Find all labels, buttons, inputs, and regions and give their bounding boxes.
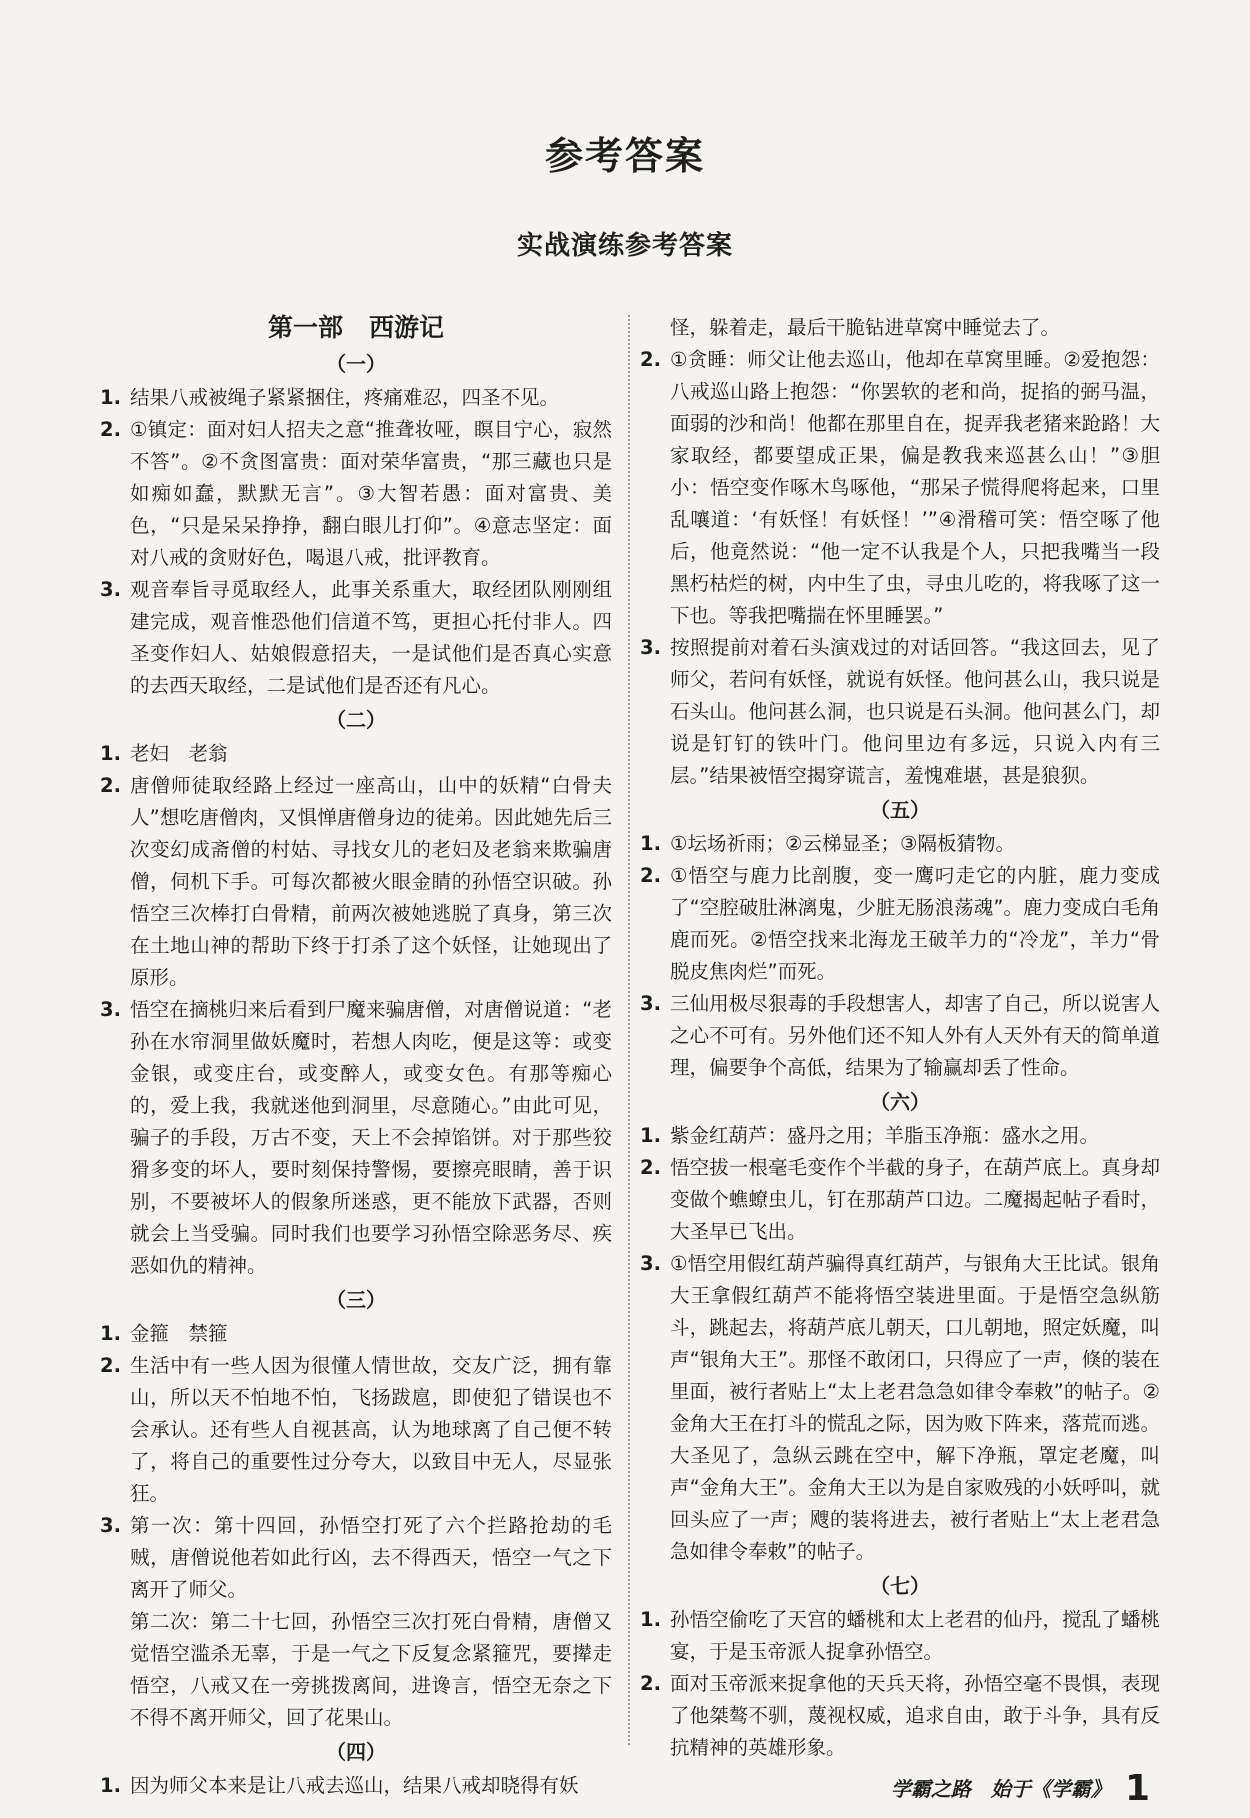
answer-number: 1. bbox=[640, 1124, 661, 1147]
answer-number: 3. bbox=[100, 1514, 121, 1537]
answer-item bbox=[100, 1318, 612, 1350]
section-heading: （四） bbox=[326, 1740, 386, 1764]
column-divider bbox=[628, 315, 630, 1745]
answer-text: ①悟空与鹿力比剖腹，变一鹰叼走它的内脏，鹿力变成了“空腔破肚淋漓鬼，少脏无肠浪荡魂”。鹿力变成白毛角鹿而死。②悟空找来北海龙王破羊力的“冷龙”，羊力“骨脱皮焦肉烂”而死。 bbox=[670, 864, 1160, 983]
left-column-body bbox=[100, 348, 612, 1802]
answer-text: 生活中有一些人因为很懂人情世故，交友广泛，拥有靠山，所以天不怕地不怕，飞扬跋扈，即使犯了错误也不会承认。还有些人自视甚高，认为地球离了自己便不转了，将自己的重要性过分夸大，以致目中无人，尽显张狂。 bbox=[130, 1354, 612, 1505]
page-title: 参考答案 bbox=[544, 134, 705, 178]
answer-item bbox=[100, 1350, 612, 1510]
section-heading: （三） bbox=[326, 1288, 386, 1312]
right-column-body bbox=[640, 312, 1160, 1764]
answer-item bbox=[640, 828, 1160, 860]
answer-continuation: 第二次：第二十七回，孙悟空三次打死白骨精，唐僧又觉悟空滥杀无辜，于是一气之下反复念紧箍咒，要撵走悟空，八戒又在一旁挑拨离间，进谗言，悟空无奈之下不得不离开师父，回了花果山。 bbox=[130, 1610, 612, 1729]
answer-text: 紫金红葫芦：盛丹之用；羊脂玉净瓶：盛水之用。 bbox=[670, 1124, 1100, 1147]
answer-number: 2. bbox=[100, 418, 121, 441]
answer-item bbox=[640, 1668, 1160, 1764]
footer bbox=[891, 1768, 1150, 1809]
answer-text: 第一次：第十四回，孙悟空打死了六个拦路抢劫的毛贼，唐僧说他若如此行凶，去不得西天，悟空一气之下离开了师父。 bbox=[130, 1514, 612, 1601]
answer-text: 悟空在摘桃归来后看到尸魔来骗唐僧，对唐僧说道：“老孙在水帘洞里做妖魔时，若想人肉吃，便是这等：或变金银，或变庄台，或变醉人，或变女色。有那等痴心的，爱上我，我就迷他到洞里，尽意随心。”由此可见，骗子的手段，万古不变，天上不会掉馅饼。对于那些狡猾多变的坏人，要时刻保持警惕，要擦亮眼睛，善于识别，不要被坏人的假象所迷惑，更不能放下武器，否则就会上当受骗。同时我们也要学习孙悟空除恶务尽、疾恶如仇的精神。 bbox=[130, 998, 612, 1277]
answer-number: 1. bbox=[100, 742, 121, 765]
answer-text: 三仙用极尽狠毒的手段想害人，却害了自己，所以说害人之心不可有。另外他们还不知人外有人天外有天的简单道理，偏要争个高低，结果为了输赢却丢了性命。 bbox=[670, 992, 1160, 1079]
answer-number: 1. bbox=[100, 1322, 121, 1345]
answer-item bbox=[100, 770, 612, 994]
answer-number: 2. bbox=[640, 1156, 661, 1179]
part-name: 第一部 bbox=[267, 313, 343, 342]
answer-item bbox=[640, 1604, 1160, 1668]
part-book: 西游记 bbox=[369, 313, 445, 342]
answer-text: 按照提前对着石头演戏过的对话回答。“我这回去，见了师父，若问有妖怪，就说有妖怪。他问甚么山，我只说是石头山。他问甚么洞，也只说是石头洞。他问甚么门，却说是钉钉的铁叶门。他问里边有多远，只说入内有三层。”结果被悟空揭穿谎言，羞愧难堪，甚是狼狈。 bbox=[670, 636, 1160, 787]
left-column bbox=[100, 312, 612, 1802]
section-heading: （二） bbox=[326, 708, 386, 732]
answer-text: 因为师父本来是让八戒去巡山，结果八戒却晓得有妖 bbox=[130, 1774, 579, 1797]
answer-number: 1. bbox=[640, 832, 661, 855]
answer-text: 金箍 禁箍 bbox=[130, 1322, 228, 1345]
answer-continuation: 怪，躲着走，最后干脆钻进草窝中睡觉去了。 bbox=[670, 316, 1061, 339]
answer-number: 2. bbox=[100, 1354, 121, 1377]
answer-item bbox=[640, 344, 1160, 632]
answer-text: 面对玉帝派来捉拿他的天兵天将，孙悟空毫不畏惧，表现了他桀骜不驯，蔑视权威，追求自由，敢于斗争，具有反抗精神的英雄形象。 bbox=[670, 1672, 1160, 1759]
section-heading: （五） bbox=[870, 798, 930, 822]
answer-item bbox=[100, 414, 612, 574]
answer-number: 2. bbox=[640, 864, 661, 887]
answer-text: ①镇定：面对妇人招夫之意“推聋妆哑，瞑目宁心，寂然不答”。②不贪图富贵：面对荣华富贵，“那三藏也只是如痴如蠢，默默无言”。③大智若愚：面对富贵、美色，“只是呆呆挣挣，翻白眼儿打仰”。④意志坚定：面对八戒的贪财好色，喝退八戒，批评教育。 bbox=[130, 418, 612, 569]
answer-number: 3. bbox=[640, 1252, 661, 1275]
answer-text: ①悟空用假红葫芦骗得真红葫芦，与银角大王比试。银角大王拿假红葫芦不能将悟空装进里面。于是悟空急纵筋斗，跳起去，将葫芦底儿朝天，口儿朝地，照定妖魔，叫声“银角大王”。那怪不敢闭口，只得应了一声，倏的装在里面，被行者贴上“太上老君急急如律令奉敕”的帖子。②金角大王在打斗的慌乱之际，因为败下阵来，落荒而逃。大圣见了，急纵云跳在空中，解下净瓶，罩定老魔，叫声“金角大王”。金角大王以为是自家败残的小妖呼叫，就回头应了一声；飕的装将进去，被行者贴上“太上老君急急如律令奉敕”的帖子。 bbox=[670, 1252, 1160, 1563]
answer-text: 悟空拔一根毫毛变作个半截的身子，在葫芦底上。真身却变做个蟭蟟虫儿，钉在那葫芦口边。二魔揭起帖子看时，大圣早已飞出。 bbox=[670, 1156, 1160, 1243]
answer-number: 2. bbox=[640, 1672, 661, 1695]
section-heading: （一） bbox=[326, 352, 386, 376]
right-column bbox=[640, 312, 1160, 1764]
answer-number: 1. bbox=[100, 1774, 121, 1797]
answer-number: 1. bbox=[100, 386, 121, 409]
page-number: 1 bbox=[1124, 1768, 1150, 1809]
answer-item bbox=[100, 738, 612, 770]
answer-number: 3. bbox=[640, 636, 661, 659]
answer-text: ①贪睡：师父让他去巡山，他却在草窝里睡。②爱抱怨：八戒巡山路上抱怨：“你罢软的老和尚，捉掐的弼马温，面弱的沙和尚！他都在那里自在，捉弄我老猪来跄路！大家取经，都要望成正果，偏是教我来巡甚么山！”③胆小：悟空变作啄木鸟啄他，“那呆子慌得爬将起来，口里乱嚷道：‘有妖怪！有妖怪！’”④滑稽可笑：悟空啄了他后，他竟然说：“他一定不认我是个人，只把我嘴当一段黑朽枯烂的树，内中生了虫，寻虫儿吃的，将我啄了这一下也。等我把嘴揣在怀里睡罢。” bbox=[670, 348, 1160, 627]
answer-item bbox=[100, 574, 612, 702]
answer-item bbox=[100, 1770, 612, 1802]
answer-number: 1. bbox=[640, 1608, 661, 1631]
answer-item bbox=[100, 382, 612, 414]
answer-number: 3. bbox=[640, 992, 661, 1015]
answer-number: 3. bbox=[100, 998, 121, 1021]
answer-item bbox=[640, 1248, 1160, 1568]
page-subtitle: 实战演练参考答案 bbox=[516, 231, 733, 261]
answer-number: 3. bbox=[100, 578, 121, 601]
answer-text: 老妇 老翁 bbox=[130, 742, 228, 765]
answer-item bbox=[100, 1510, 612, 1606]
answer-text: ①坛场祈雨；②云梯显圣；③隔板猜物。 bbox=[670, 832, 1015, 855]
section-heading: （七） bbox=[870, 1574, 930, 1598]
answer-item bbox=[640, 860, 1160, 988]
answer-item bbox=[100, 994, 612, 1282]
section-heading: （六） bbox=[870, 1090, 930, 1114]
answer-text: 孙悟空偷吃了天宫的蟠桃和太上老君的仙丹，搅乱了蟠桃宴，于是玉帝派人捉拿孙悟空。 bbox=[670, 1608, 1160, 1663]
footer-slogan: 学霸之路 始于《学霸》 bbox=[890, 1777, 1111, 1801]
answer-item bbox=[640, 632, 1160, 792]
answer-text: 观音奉旨寻觅取经人，此事关系重大，取经团队刚刚组建完成，观音惟恐他们信道不笃，更担心托付非人。四圣变作妇人、姑娘假意招夫，一是试他们是否真心实意的去西天取经，二是试他们是否还有凡心。 bbox=[130, 578, 612, 697]
answer-item bbox=[640, 988, 1160, 1084]
answer-number: 2. bbox=[100, 774, 121, 797]
answer-number: 2. bbox=[640, 348, 661, 371]
part-title bbox=[100, 312, 612, 344]
answer-item bbox=[640, 1120, 1160, 1152]
answer-item bbox=[640, 1152, 1160, 1248]
answer-text: 结果八戒被绳子紧紧捆住，疼痛难忍，四圣不见。 bbox=[130, 386, 560, 409]
answer-text: 唐僧师徒取经路上经过一座高山，山中的妖精“白骨夫人”想吃唐僧肉，又惧惮唐僧身边的徒弟。因此她先后三次变幻成斋僧的村姑、寻找女儿的老妇及老翁来欺骗唐僧，伺机下手。可每次都被火眼金睛的孙悟空识破。孙悟空三次棒打白骨精，前两次被她逃脱了真身，第三次在土地山神的帮助下终于打杀了这个妖怪，让她现出了原形。 bbox=[130, 774, 612, 989]
